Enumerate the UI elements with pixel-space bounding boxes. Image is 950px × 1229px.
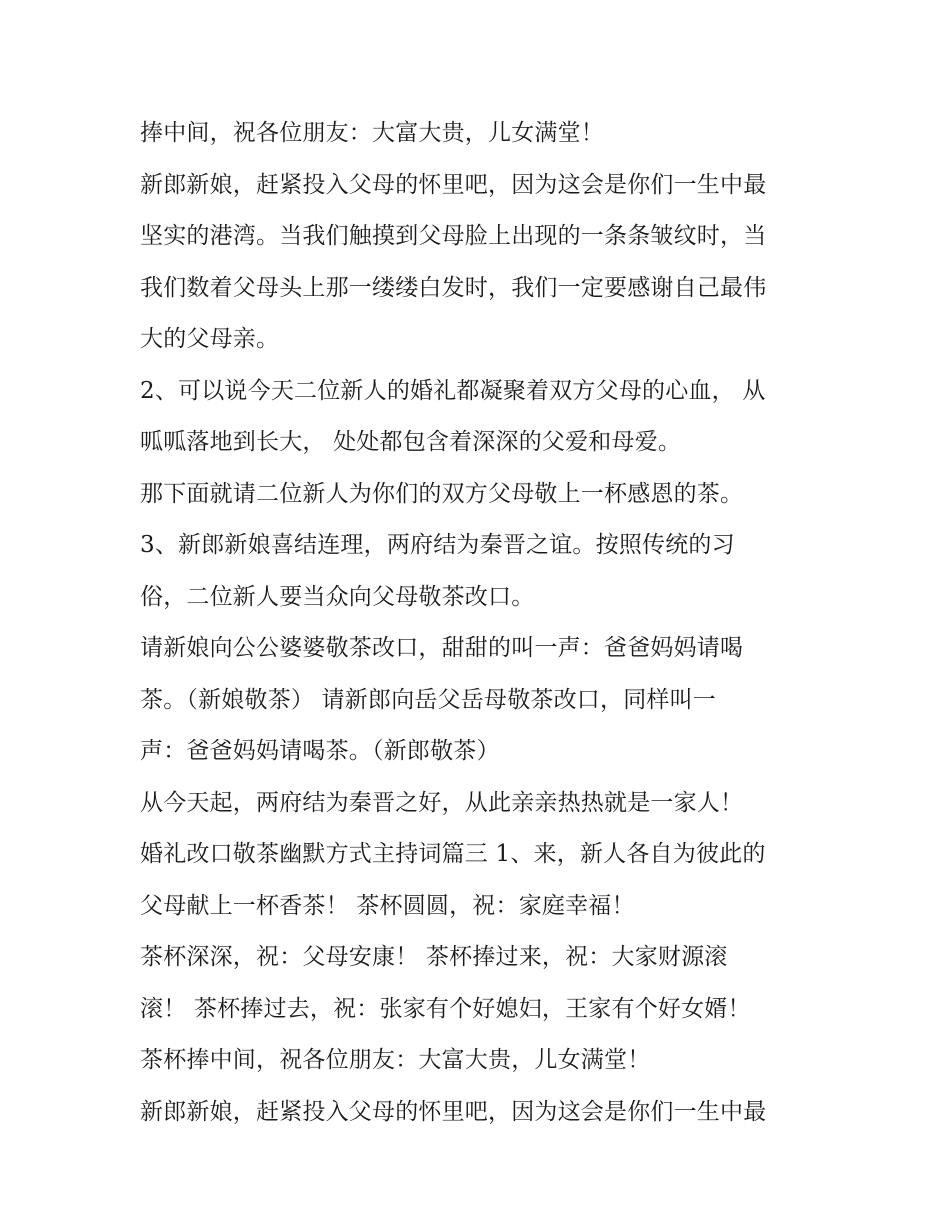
text-line-4: 我们数着父母头上那一缕缕白发时，我们一定要感谢自己最伟 (140, 274, 767, 301)
text-line-17: 茶杯深深，祝：父母安康！ 茶杯捧过来，祝：大家财源滚 (140, 944, 728, 970)
text-line-9: 3、新郎新娘喜结连理，两府结为秦晋之谊。按照传统的习 (140, 532, 735, 558)
text-line-3: 坚实的港湾。当我们触摸到父母脸上出现的一条条皱纹时，当 (140, 223, 767, 249)
text-line-20: 新郎新娘，赶紧投入父母的怀里吧，因为这会是你们一生中最 (140, 1098, 767, 1125)
text-line-15: 婚礼改口敬茶幽默方式主持词篇三 1、来，新人各自为彼此的 (140, 841, 766, 867)
text-line-1: 捧中间，祝各位朋友：大富大贵，儿女满堂！ (140, 120, 604, 146)
text-line-10: 俗，二位新人要当众向父母敬茶改口。 (140, 583, 535, 610)
text-line-7: 呱呱落地到长大， 处处都包含着深深的父爱和母爱。 (140, 429, 682, 455)
text-line-11: 请新娘向公公婆婆敬茶改口，甜甜的叫一声：爸爸妈妈请喝 (140, 635, 744, 661)
text-line-19: 茶杯捧中间，祝各位朋友：大富大贵，儿女满堂！ (140, 1047, 651, 1073)
text-line-18: 滚！ 茶杯捧过去，祝：张家有个好媳妇，王家有个好女婿！ (140, 995, 751, 1022)
text-line-2: 新郎新娘，赶紧投入父母的怀里吧，因为这会是你们一生中最 (140, 171, 767, 198)
document-body (140, 108, 830, 1138)
text-line-12: 茶。（新娘敬茶） 请新郎向岳父岳母敬茶改口，同样叫一 (140, 686, 717, 713)
text-line-8: 那下面就请二位新人为你们的双方父母敬上一杯感恩的茶。 (140, 480, 744, 507)
text-line-14: 从今天起，两府结为秦晋之好，从此亲亲热热就是一家人！ (140, 789, 744, 816)
text-line-13: 声：爸爸妈妈请喝茶。（新郎敬茶） (140, 738, 500, 764)
text-line-16: 父母献上一杯香茶！ 茶杯圆圆，祝：家庭幸福！ (140, 892, 635, 919)
text-line-5: 大的父母亲。 (140, 326, 280, 352)
text-line-6: 2、可以说今天二位新人的婚礼都凝聚着双方父母的心血， 从 (140, 377, 766, 404)
